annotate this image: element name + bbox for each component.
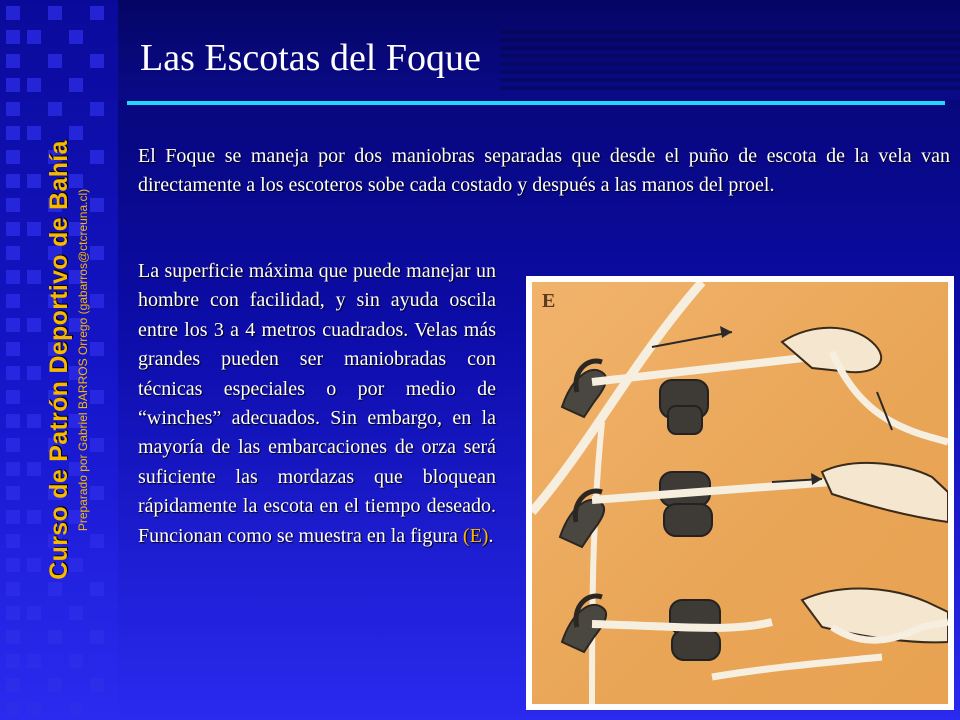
decorative-square — [6, 534, 20, 548]
cleat-illustration — [532, 282, 948, 704]
decorative-square — [27, 606, 41, 620]
decorative-square — [6, 150, 20, 164]
decorative-square — [27, 414, 41, 428]
sheet-line — [592, 357, 812, 382]
body-text: La superficie máxima que puede manejar un hombre con facilidad, y sin ayuda oscila entre los 3 a 4 metros cuadrados. Velas más grandes pueden ser maniobradas con técnicas especiales o por medio de “winches” adecuados. Sin embargo, en la mayoría de las embarcaciones de orza será suficiente las mordazas que bloquean rápidamente la escota en el tiempo deseado. Funcionan como se muestra en la figura — [138, 260, 496, 547]
decorative-square — [6, 78, 20, 92]
hand-icon — [782, 328, 881, 372]
decorative-square — [90, 54, 104, 68]
decorative-square — [6, 126, 20, 140]
decorative-square — [27, 510, 41, 524]
figure-reference: (E) — [462, 524, 489, 547]
decorative-square — [6, 270, 20, 284]
decorative-square — [27, 174, 41, 188]
decorative-square — [6, 54, 20, 68]
sidebar-course-label — [45, 50, 90, 670]
decorative-square — [27, 462, 41, 476]
title-underline — [127, 101, 945, 105]
decorative-square — [27, 366, 41, 380]
sheet-line — [712, 657, 882, 677]
decorative-square — [27, 78, 41, 92]
decorative-square — [6, 654, 20, 668]
decorative-square — [6, 294, 20, 308]
decorative-square — [69, 702, 83, 716]
decorative-square — [6, 462, 20, 476]
decorative-square — [90, 390, 104, 404]
decorative-square — [6, 6, 20, 20]
decorative-square — [90, 582, 104, 596]
decorative-square — [6, 510, 20, 524]
arrow-icon — [720, 326, 732, 338]
decorative-square — [6, 678, 20, 692]
decorative-square — [6, 582, 20, 596]
body-paragraph — [138, 257, 496, 551]
decorative-square — [90, 102, 104, 116]
decorative-square — [69, 30, 83, 44]
decorative-square — [90, 198, 104, 212]
fairlead-icon — [562, 605, 606, 652]
decorative-square — [27, 30, 41, 44]
decorative-square — [27, 654, 41, 668]
decorative-square — [6, 630, 20, 644]
figure-frame — [526, 276, 954, 710]
decorative-square — [48, 6, 62, 20]
body-end: . — [488, 524, 494, 547]
cleat-icon — [672, 630, 720, 660]
decorative-square — [6, 606, 20, 620]
decorative-square — [6, 198, 20, 212]
decorative-square — [90, 438, 104, 452]
cleat-drawing — [532, 282, 948, 704]
course-author: Preparado por Gabriel BARROS Orrego (gabarros@ctcreuna.cl) — [76, 188, 90, 532]
decorative-square — [6, 438, 20, 452]
figure-letter: E — [542, 290, 556, 312]
decorative-square — [6, 486, 20, 500]
decorative-square — [6, 342, 20, 356]
decorative-square — [6, 318, 20, 332]
decorative-square — [27, 270, 41, 284]
rope-line — [592, 422, 602, 704]
decorative-square — [6, 390, 20, 404]
decorative-square — [6, 702, 20, 716]
cleat-icon — [668, 406, 702, 434]
intro-paragraph: El Foque se maneja por dos maniobras separadas que desde el puño de escota de la vela van directamente a los escoteros sobe cada costado y después a las manos del proel. — [138, 145, 950, 196]
decorative-square — [6, 222, 20, 236]
course-title: Curso de Patrón Deportivo de Bahía — [45, 140, 73, 580]
decorative-square — [90, 534, 104, 548]
decorative-square — [27, 318, 41, 332]
decorative-square — [90, 630, 104, 644]
decorative-square — [90, 486, 104, 500]
decorative-square — [6, 414, 20, 428]
decorative-square — [90, 342, 104, 356]
decorative-square — [6, 102, 20, 116]
decorative-square — [6, 366, 20, 380]
cleat-icon — [664, 504, 712, 536]
decorative-square — [90, 6, 104, 20]
decorative-square — [6, 30, 20, 44]
decorative-square — [90, 294, 104, 308]
hand-icon — [802, 588, 948, 642]
decorative-square — [90, 246, 104, 260]
decorative-square — [90, 678, 104, 692]
sheet-line — [592, 482, 832, 500]
decorative-square — [6, 558, 20, 572]
decorative-square — [6, 174, 20, 188]
decorative-square — [90, 150, 104, 164]
hand-icon — [822, 463, 948, 522]
decorative-square — [48, 678, 62, 692]
decorative-square — [27, 702, 41, 716]
slide-title: Las Escotas del Foque — [140, 37, 481, 79]
decorative-square — [27, 222, 41, 236]
fairlead-icon — [562, 370, 606, 417]
fairlead-icon — [560, 500, 604, 547]
header-stripes — [500, 30, 960, 90]
decorative-square — [27, 558, 41, 572]
decorative-square — [27, 126, 41, 140]
decorative-square — [6, 246, 20, 260]
